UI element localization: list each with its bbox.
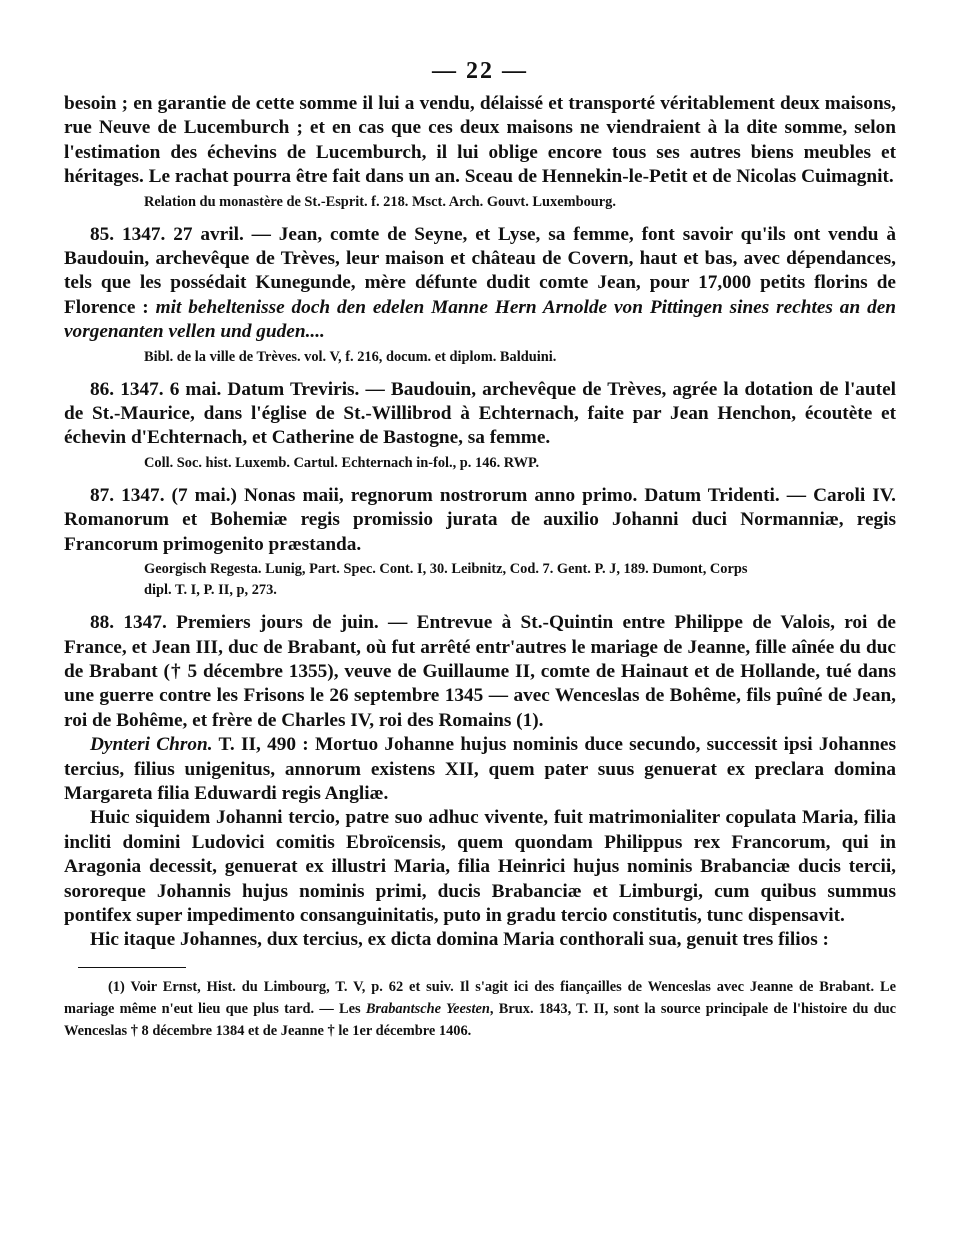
source-reference: Bibl. de la ville de Trèves. vol. V, f. 216, docum. et diplom. Balduini.	[144, 348, 557, 365]
source-reference: Coll. Soc. hist. Luxemb. Cartul. Echternach in-fol., p. 146. RWP.	[144, 454, 540, 471]
entry-text	[64, 223, 896, 345]
source-title: Dynteri Chron.	[90, 734, 213, 756]
continuation-paragraph: besoin ; en garantie de cette somme il lui a vendu, délaissé et transporté véritablement deux maisons, rue Neuve de Lucemburch ; et en cas que ces deux maisons ne viendraient à la dite somme, selon l'estimation des échevins de Lucemburch, il lui oblige encore tous ses autres biens meubles et héritages. Le rachat pourra être fait dans un an. Sceau de Hennekin-le-Petit et de Nicolas Cuimagnit.	[64, 93, 896, 188]
entry-86	[64, 378, 896, 474]
latin-quote: T. II, 490 : Mortuo Johanne hujus nominis duce secundo, successit ipsi Johannes tercius, filius unigenitus, annorum existens XII, quem pater suus genuerat ex preclara domina Margareta filia Eduwardi regis Angliæ.	[64, 734, 896, 804]
entry-head: 85. 1347. 27 avril. — Jean, comte de Seyne, et Lyse, sa femme, font savoir qu'ils ont vendu à Baudouin, archevêque de Trèves, leur maison et château de Covern, haut et bas, avec dépendances, tels que les possédait Kunegunde, mère défunte dudit comte Jean, pour 17,000 petits florins de Florence :	[64, 223, 896, 318]
footnote-title: Brabantsche Yeesten	[365, 1000, 490, 1017]
latin-paragraph: Huic siquidem Johanni tercio, patre suo adhuc vivente, fuit matrimonialiter copulata Maria, filia incliti domini Ludovici comitis Ebroïcensis, quem quondam Philippus rex Francorum, qui in Aragonia decessit, genuerat ex illustri Maria, filia Heinrici hujus nominis Brabanciæ ducis tercii, sororeque Johannis hujus nominis primi, ducis Brabanciæ et Limburgi, cum quibus summus pontifex super impedimento consanguinitatis, puto in gradu tercio constitutis, tunc dispensavit.	[64, 807, 896, 926]
entry-88	[64, 611, 896, 953]
entry-87	[64, 484, 896, 601]
page-number: — 22 —	[432, 58, 528, 84]
footnote-rule	[78, 967, 186, 968]
latin-paragraph: Hic itaque Johannes, dux tercius, ex dicta domina Maria conthorali sua, genuit tres filios :	[90, 929, 829, 951]
footnote-text: , Brux. 1843, T. II, sont la source principale de l'histoire du duc Wenceslas † 8 décembre 1384 et de Jeanne † le 1er décembre 1406.	[64, 1000, 896, 1039]
german-quote: mit beheltenisse doch den edelen Manne Hern Arnolde von Pittingen sines rechtes an den vorgenanten vellen und guden....	[64, 296, 896, 343]
entry-85	[64, 223, 896, 368]
entry-text: 87. 1347. (7 mai.) Nonas maii, regnorum nostrorum anno primo. Datum Tridenti. — Caroli IV. Romanorum et Bohemiæ regis promissio jurata de auxilio Johanni duci Normanniæ, regis Francorum primogenito præstanda.	[64, 484, 896, 555]
source-reference: Relation du monastère de St.-Esprit. f. 218. Msct. Arch. Gouvt. Luxembourg.	[144, 193, 616, 210]
document-page	[64, 56, 896, 1042]
reference-line: dipl. T. I, P. II, p, 273.	[144, 582, 277, 599]
entry-text: 86. 1347. 6 mai. Datum Treviris. — Baudouin, archevêque de Trèves, agrée la dotation de l'autel de St.-Maurice, dans l'église de St.-Willibrod à Echternach, faite par Jean Henchon, écoutète et échevin d'Echternach, et Catherine de Bastogne, sa femme.	[64, 378, 896, 449]
footnote	[64, 976, 896, 1042]
reference-line: Georgisch Regesta. Lunig, Part. Spec. Cont. I, 30. Leibnitz, Cod. 7. Gent. P. J, 189. Dumont, Corps	[144, 561, 748, 578]
footnote-text: (1) Voir Ernst, Hist. du Limbourg, T. V, p. 62 et suiv. Il s'agit ici des fiançailles de Wenceslas avec Jeanne de Brabant. Le mariage même n'eut lieu que plus tard. — Les	[64, 978, 896, 1017]
source-reference	[64, 559, 896, 601]
entry-text: 88. 1347. Premiers jours de juin. — Entrevue à St.-Quintin entre Philippe de Valois, roi de France, et Jean III, duc de Brabant, où fut arrêté entr'autres le mariage de Jeanne, fille aînée du duc de Brabant († 5 décembre 1355), veuve de Guillaume II, comte de Hainaut et de Hollande, tué dans une guerre contre les Frisons le 26 septembre 1345 — avec Wenceslas de Bohême, fils puîné de Jean, roi de Bohême, et frère de Charles IV, roi des Romains (1).	[64, 612, 896, 731]
dynteri-paragraph	[64, 733, 896, 806]
